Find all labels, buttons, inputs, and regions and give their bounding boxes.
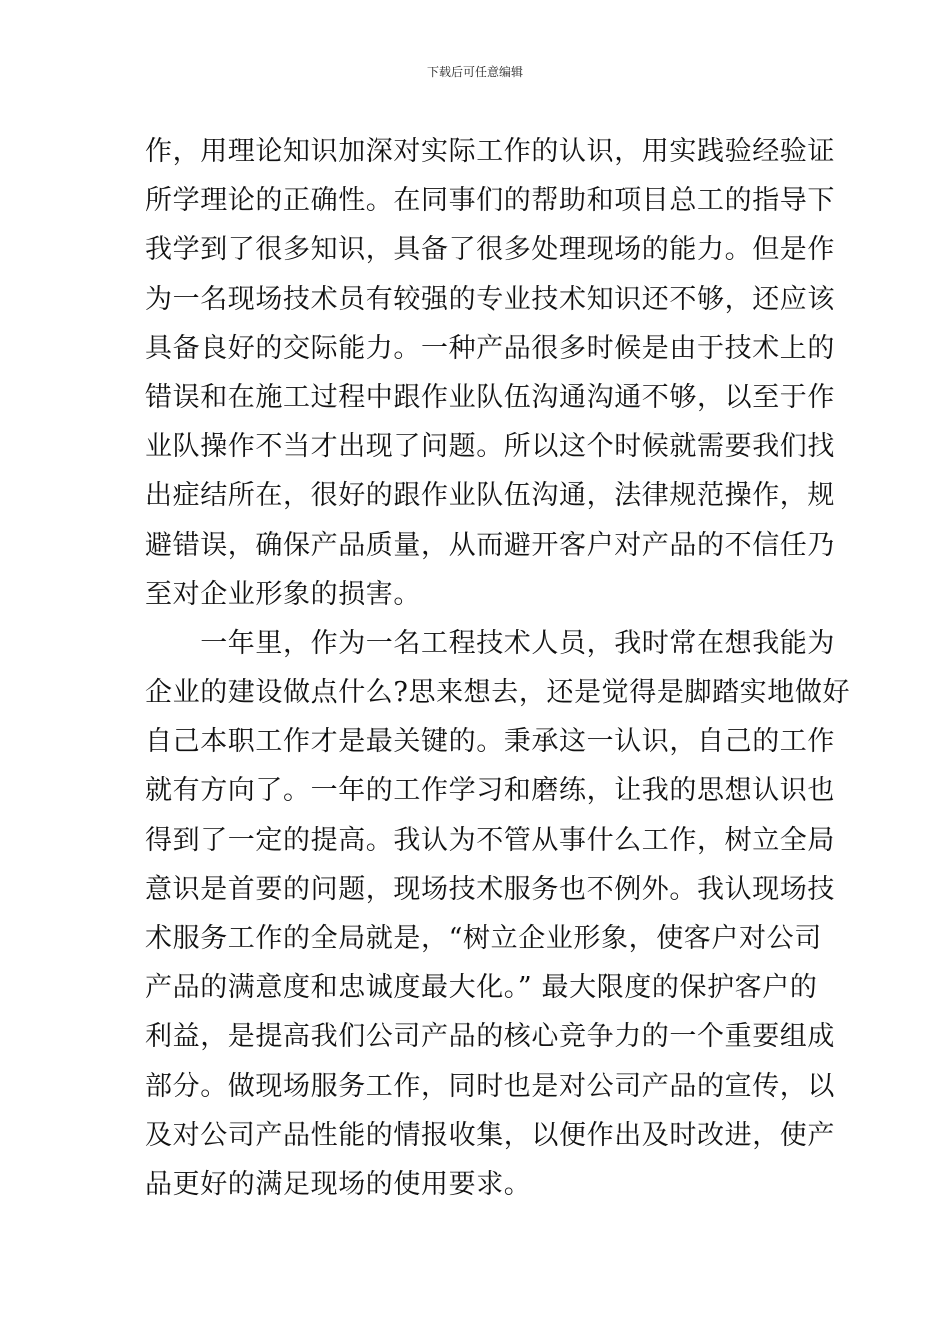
text-line: 一年里，作为一名工程技术人员，我时常在想我能为 [145,627,835,659]
text-line: 就有方向了。一年的工作学习和磨练，让我的思想认识也 [145,775,835,807]
page-header: 下载后可任意编辑 [426,65,523,79]
text-line: 出症结所在，很好的跟作业队伍沟通，法律规范操作，规 [145,480,835,512]
text-line: 至对企业形象的损害。 [145,578,421,610]
text-line: 企业的建设做点什么?思来想去，还是觉得是脚踏实地做好 [145,677,851,709]
text-line: 具备良好的交际能力。一种产品很多时候是由于技术上的 [145,332,835,364]
text-line: 避错误，确保产品质量，从而避开客户对产品的不信任乃 [145,529,835,561]
text-line: 自己本职工作才是最关键的。秉承这一认识，自己的工作 [145,726,835,758]
body-text [145,127,851,1209]
text-line: 业队操作不当才出现了问题。所以这个时候就需要我们找 [145,431,835,463]
text-line: 利益，是提高我们公司产品的核心竞争力的一个重要组成 [145,1021,835,1053]
text-line: 品更好的满足现场的使用要求。 [145,1168,532,1200]
text-line: 术服务工作的全局就是，“树立企业形象，使客户对公司 [145,923,822,954]
text-line: 意识是首要的问题，现场技术服务也不例外。我认现场技 [145,873,835,905]
text-line: 得到了一定的提高。我认为不管从事什么工作，树立全局 [145,824,835,856]
text-line: 所学理论的正确性。在同事们的帮助和项目总工的指导下 [145,185,835,217]
text-line: 错误和在施工过程中跟作业队伍沟通沟通不够，以至于作 [145,381,835,413]
text-line: 部分。做现场服务工作，同时也是对公司产品的宣传，以 [145,1070,835,1102]
text-line: 产品的满意度和忠诚度最大化。” 最大限度的保护客户的 [145,972,818,1004]
text-line: 作，用理论知识加深对实际工作的认识，用实践验经验证 [145,136,835,167]
text-line: 我学到了很多知识，具备了很多处理现场的能力。但是作 [145,234,835,266]
text-line: 及对公司产品性能的情报收集，以便作出及时改进，使产 [145,1119,835,1151]
text-line: 为一名现场技术员有较强的专业技术知识还不够，还应该 [145,283,835,315]
